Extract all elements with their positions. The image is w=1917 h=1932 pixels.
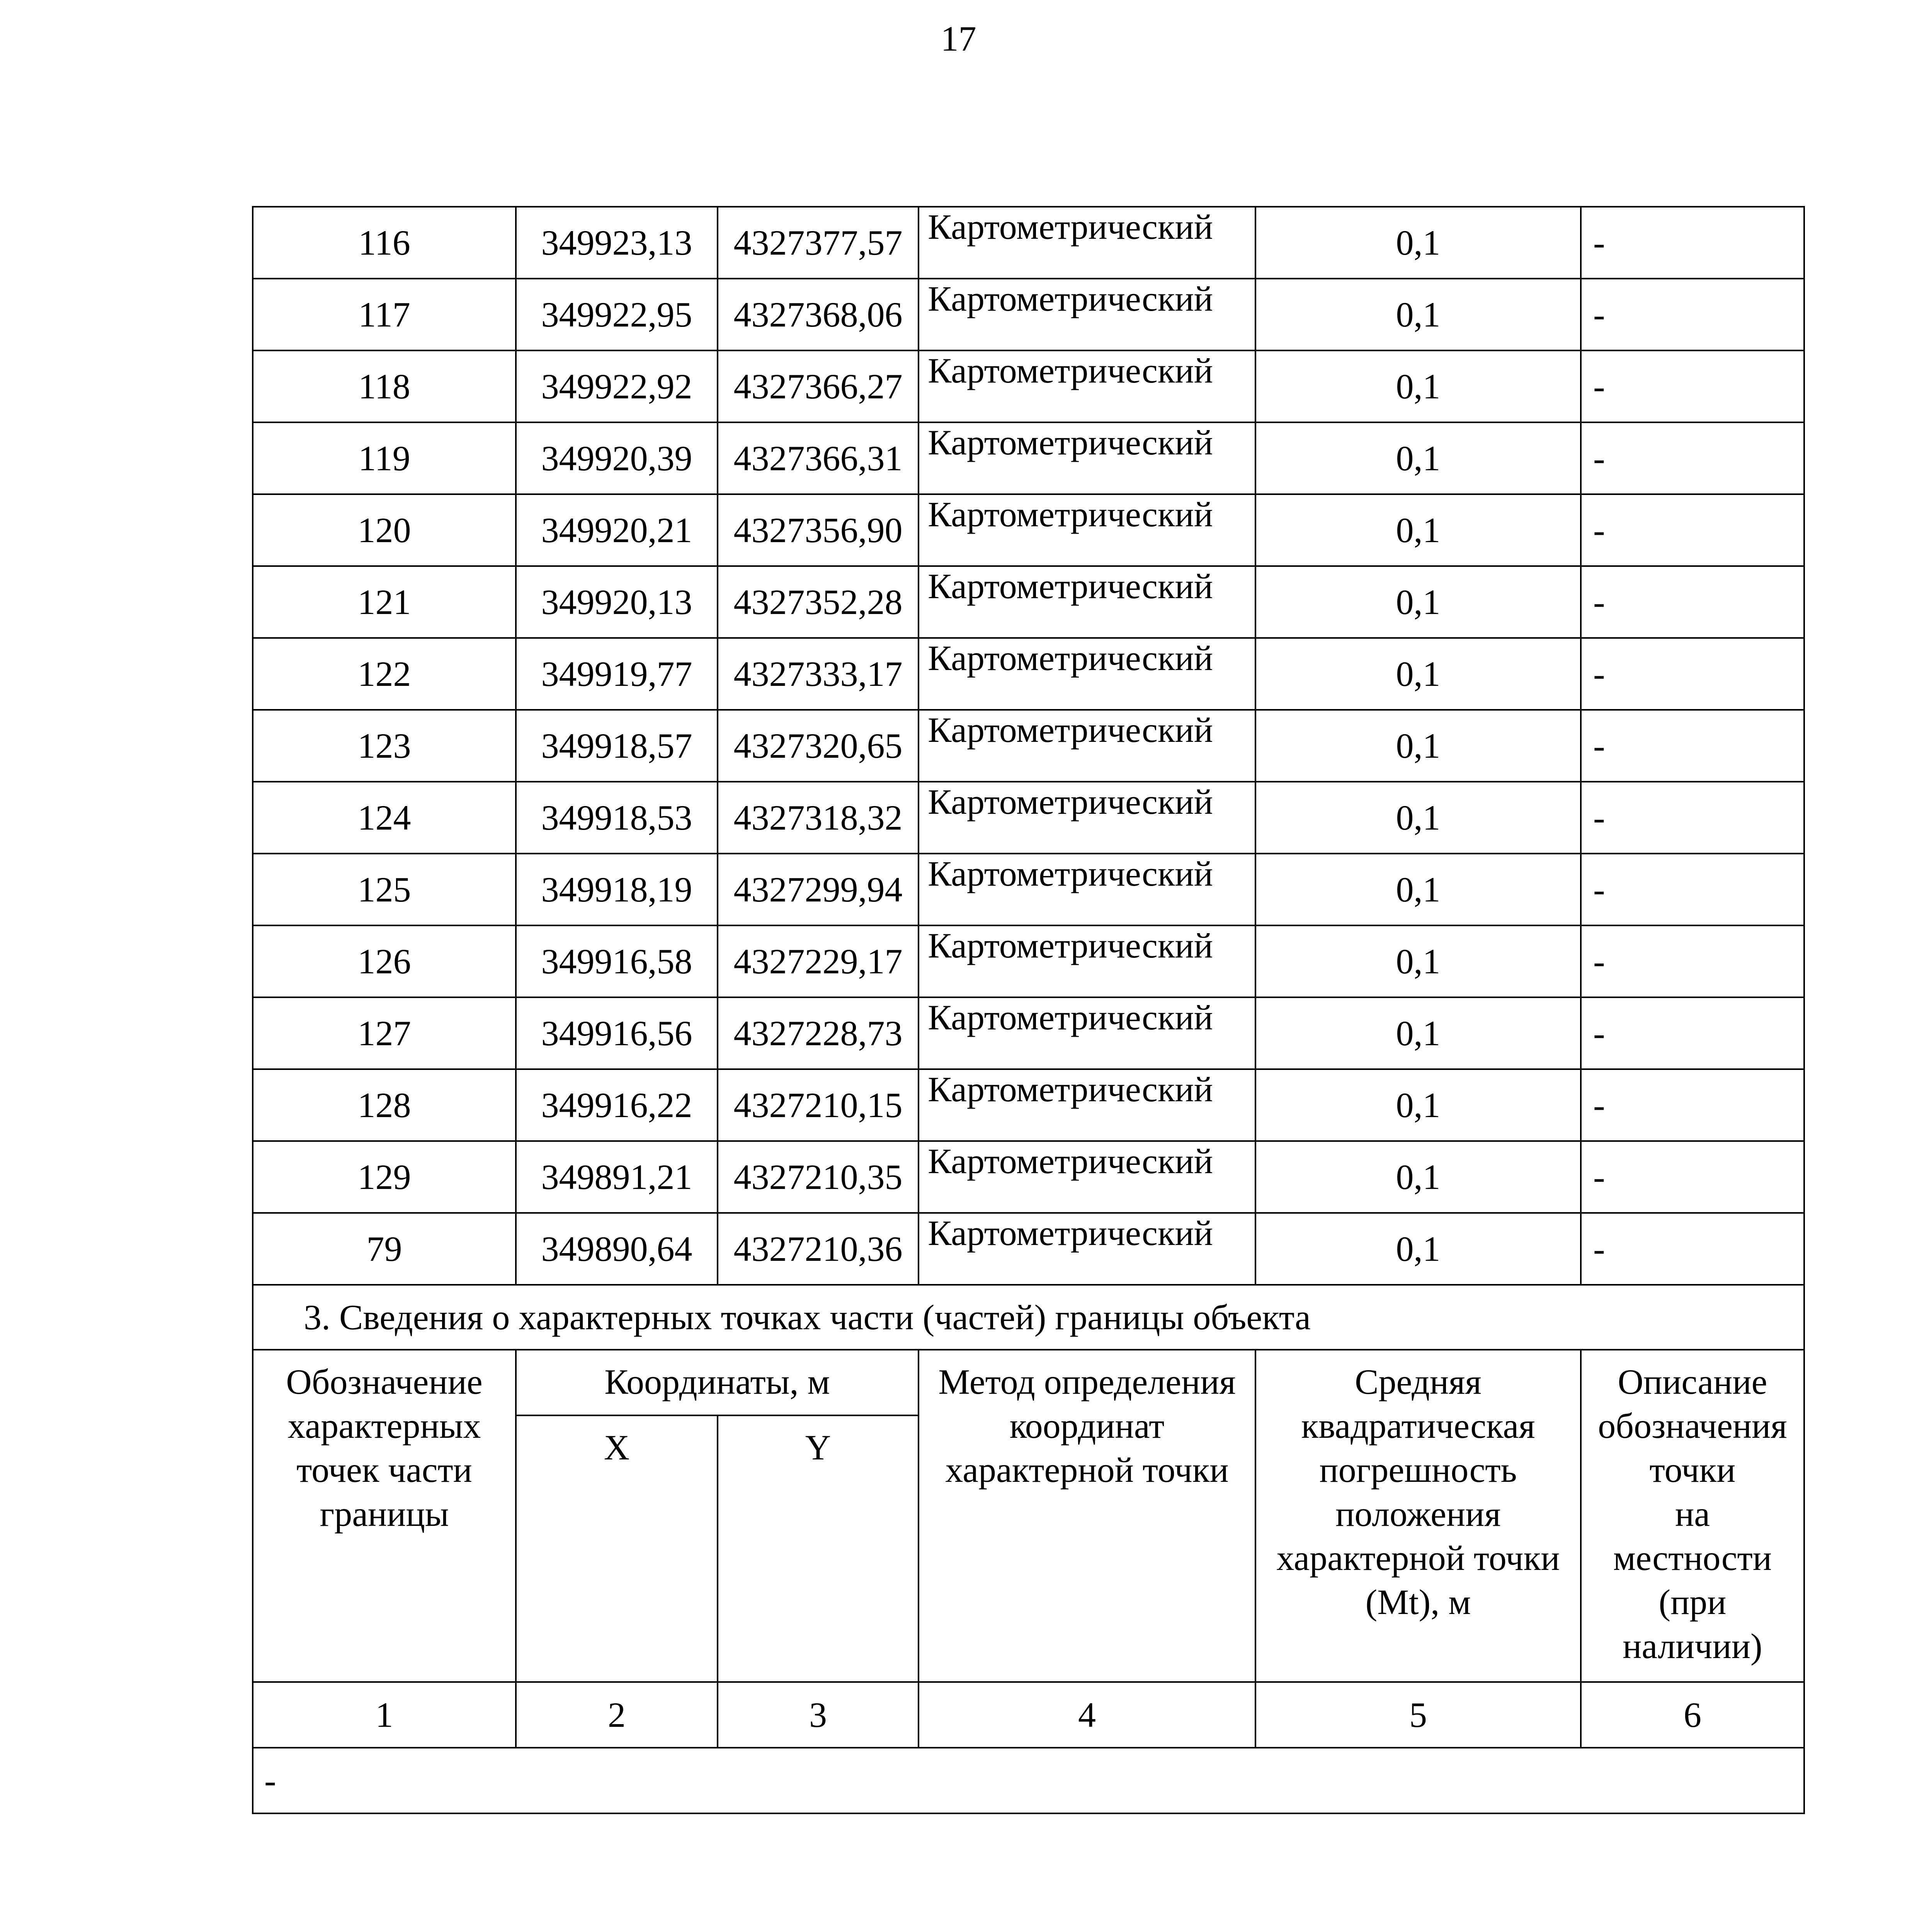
header-coordinates: Координаты, м — [516, 1350, 919, 1415]
table-row — [253, 350, 1804, 422]
y-coordinate-cell: 4327210,36 — [718, 1213, 919, 1285]
header-designation: Обозначение характерных точек части границы — [253, 1350, 516, 1682]
error-cell: 0,1 — [1255, 1213, 1581, 1285]
x-coordinate-cell: 349916,22 — [516, 1069, 718, 1141]
x-coordinate-cell: 349891,21 — [516, 1141, 718, 1213]
point-number-cell: 116 — [253, 207, 516, 279]
error-cell: 0,1 — [1255, 279, 1581, 350]
error-cell: 0,1 — [1255, 1141, 1581, 1213]
header-method: Метод определения координат характерной точки — [919, 1350, 1255, 1682]
x-coordinate-cell: 349916,56 — [516, 997, 718, 1069]
point-number-cell: 124 — [253, 782, 516, 854]
description-cell: - — [1581, 854, 1804, 925]
error-cell: 0,1 — [1255, 925, 1581, 997]
points-table-body — [253, 207, 1804, 1285]
error-cell: 0,1 — [1255, 422, 1581, 494]
column-numbers-row — [253, 1682, 1804, 1748]
point-number-cell: 128 — [253, 1069, 516, 1141]
section3-empty-row — [253, 1748, 1804, 1813]
x-coordinate-cell: 349918,19 — [516, 854, 718, 925]
column-number: 2 — [516, 1682, 718, 1748]
empty-value: - — [253, 1748, 1804, 1813]
table-row — [253, 422, 1804, 494]
method-cell: Картометрический — [919, 350, 1255, 422]
method-cell: Картометрический — [919, 422, 1255, 494]
point-number-cell: 119 — [253, 422, 516, 494]
column-number: 5 — [1255, 1682, 1581, 1748]
error-cell: 0,1 — [1255, 207, 1581, 279]
description-cell: - — [1581, 997, 1804, 1069]
point-number-cell: 118 — [253, 350, 516, 422]
table-row — [253, 710, 1804, 782]
error-cell: 0,1 — [1255, 494, 1581, 566]
y-coordinate-cell: 4327356,90 — [718, 494, 919, 566]
header-y: Y — [718, 1415, 919, 1682]
method-cell: Картометрический — [919, 854, 1255, 925]
y-coordinate-cell: 4327352,28 — [718, 566, 919, 638]
page-number: 17 — [941, 19, 976, 58]
column-number: 6 — [1581, 1682, 1804, 1748]
column-number: 1 — [253, 1682, 516, 1748]
header-error: Средняя квадратическая погрешность положения характерной точки (Mt), м — [1255, 1350, 1581, 1682]
table-row — [253, 494, 1804, 566]
point-number-cell: 120 — [253, 494, 516, 566]
table-row — [253, 1069, 1804, 1141]
description-cell: - — [1581, 1069, 1804, 1141]
error-cell: 0,1 — [1255, 710, 1581, 782]
section3-header-row — [253, 1350, 1804, 1415]
point-number-cell: 117 — [253, 279, 516, 350]
method-cell: Картометрический — [919, 1213, 1255, 1285]
point-number-cell: 126 — [253, 925, 516, 997]
table-row — [253, 782, 1804, 854]
description-cell: - — [1581, 1141, 1804, 1213]
method-cell: Картометрический — [919, 638, 1255, 710]
section3-title: 3. Сведения о характерных точках части (частей) границы объекта — [253, 1285, 1804, 1350]
point-number-cell: 79 — [253, 1213, 516, 1285]
point-number-cell: 127 — [253, 997, 516, 1069]
description-cell: - — [1581, 207, 1804, 279]
error-cell: 0,1 — [1255, 638, 1581, 710]
point-number-cell: 122 — [253, 638, 516, 710]
error-cell: 0,1 — [1255, 566, 1581, 638]
x-coordinate-cell: 349920,13 — [516, 566, 718, 638]
x-coordinate-cell: 349916,58 — [516, 925, 718, 997]
x-coordinate-cell: 349920,39 — [516, 422, 718, 494]
description-cell: - — [1581, 1213, 1804, 1285]
method-cell: Картометрический — [919, 494, 1255, 566]
method-cell: Картометрический — [919, 566, 1255, 638]
description-cell: - — [1581, 422, 1804, 494]
y-coordinate-cell: 4327299,94 — [718, 854, 919, 925]
table-row — [253, 997, 1804, 1069]
y-coordinate-cell: 4327228,73 — [718, 997, 919, 1069]
point-number-cell: 125 — [253, 854, 516, 925]
description-cell: - — [1581, 710, 1804, 782]
point-number-cell: 129 — [253, 1141, 516, 1213]
boundary-points-table — [252, 206, 1805, 1814]
section3-title-row — [253, 1285, 1804, 1350]
point-number-cell: 123 — [253, 710, 516, 782]
description-cell: - — [1581, 925, 1804, 997]
method-cell: Картометрический — [919, 1141, 1255, 1213]
header-x: X — [516, 1415, 718, 1682]
table-row — [253, 638, 1804, 710]
table-row — [253, 1141, 1804, 1213]
description-cell: - — [1581, 782, 1804, 854]
x-coordinate-cell: 349890,64 — [516, 1213, 718, 1285]
y-coordinate-cell: 4327318,32 — [718, 782, 919, 854]
x-coordinate-cell: 349922,95 — [516, 279, 718, 350]
method-cell: Картометрический — [919, 279, 1255, 350]
description-cell: - — [1581, 638, 1804, 710]
error-cell: 0,1 — [1255, 1069, 1581, 1141]
section3-block — [253, 1285, 1804, 1813]
description-cell: - — [1581, 494, 1804, 566]
y-coordinate-cell: 4327366,31 — [718, 422, 919, 494]
header-description: Описание обозначения точки на местности (при наличии) — [1581, 1350, 1804, 1682]
table-row — [253, 566, 1804, 638]
method-cell: Картометрический — [919, 207, 1255, 279]
column-number: 3 — [718, 1682, 919, 1748]
x-coordinate-cell: 349923,13 — [516, 207, 718, 279]
error-cell: 0,1 — [1255, 350, 1581, 422]
x-coordinate-cell: 349918,57 — [516, 710, 718, 782]
point-number-cell: 121 — [253, 566, 516, 638]
error-cell: 0,1 — [1255, 782, 1581, 854]
column-number: 4 — [919, 1682, 1255, 1748]
table-row — [253, 1213, 1804, 1285]
y-coordinate-cell: 4327333,17 — [718, 638, 919, 710]
table-row — [253, 207, 1804, 279]
table-row — [253, 925, 1804, 997]
y-coordinate-cell: 4327368,06 — [718, 279, 919, 350]
y-coordinate-cell: 4327210,15 — [718, 1069, 919, 1141]
description-cell: - — [1581, 566, 1804, 638]
method-cell: Картометрический — [919, 782, 1255, 854]
description-cell: - — [1581, 350, 1804, 422]
x-coordinate-cell: 349918,53 — [516, 782, 718, 854]
table-row — [253, 279, 1804, 350]
x-coordinate-cell: 349922,92 — [516, 350, 718, 422]
description-cell: - — [1581, 279, 1804, 350]
error-cell: 0,1 — [1255, 854, 1581, 925]
y-coordinate-cell: 4327229,17 — [718, 925, 919, 997]
table-row — [253, 854, 1804, 925]
y-coordinate-cell: 4327366,27 — [718, 350, 919, 422]
x-coordinate-cell: 349920,21 — [516, 494, 718, 566]
y-coordinate-cell: 4327210,35 — [718, 1141, 919, 1213]
method-cell: Картометрический — [919, 710, 1255, 782]
x-coordinate-cell: 349919,77 — [516, 638, 718, 710]
method-cell: Картометрический — [919, 997, 1255, 1069]
error-cell: 0,1 — [1255, 997, 1581, 1069]
method-cell: Картометрический — [919, 925, 1255, 997]
method-cell: Картометрический — [919, 1069, 1255, 1141]
y-coordinate-cell: 4327320,65 — [718, 710, 919, 782]
y-coordinate-cell: 4327377,57 — [718, 207, 919, 279]
